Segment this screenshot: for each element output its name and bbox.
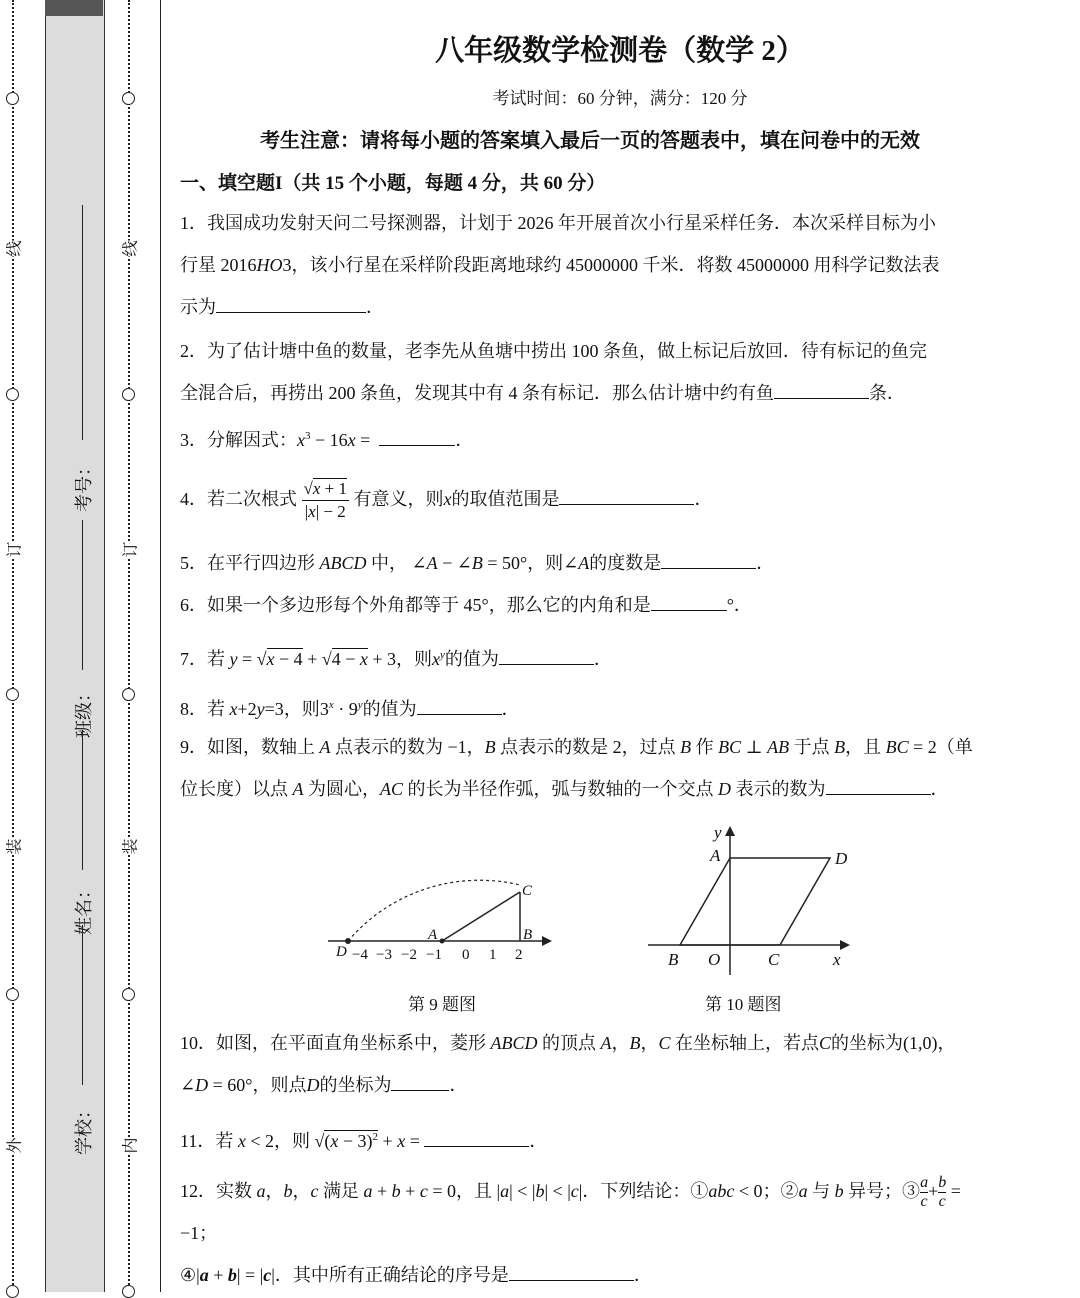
figure-10-caption: 第 10 题图 bbox=[705, 995, 782, 1014]
tick-label: −3 bbox=[376, 947, 392, 963]
q10-line2: ∠D = 60°，则点D的坐标为 ． bbox=[180, 1064, 990, 1106]
answer-blank[interactable] bbox=[774, 378, 869, 399]
name-field[interactable] bbox=[82, 730, 83, 870]
answer-blank[interactable] bbox=[826, 774, 931, 795]
answer-blank[interactable] bbox=[391, 1070, 449, 1091]
axis-label-x: x bbox=[833, 950, 841, 969]
point-label-c: C bbox=[522, 883, 533, 899]
question-1 bbox=[180, 202, 990, 328]
figure-10 bbox=[640, 820, 860, 980]
school-label: 学校： bbox=[74, 1101, 94, 1155]
page-title: 八年级数学检测卷（数学 2） bbox=[435, 35, 805, 67]
exam-info: 考试时间：60 分钟，满分：120 分 bbox=[492, 89, 748, 108]
fraction: $\frac{√x + 1}{|x| - 2}$ bbox=[303, 479, 347, 522]
question-5: 5．在平行四边形 ABCD 中， ∠A − ∠B = 50°，则∠A的度数是 ． bbox=[180, 542, 990, 584]
tick-label: −4 bbox=[352, 947, 368, 963]
question-9 bbox=[180, 726, 990, 810]
q9-line1: 9．如图，数轴上 A 点表示的数为 −1，B 点表示的数是 2，过点 B 作 BC ⊥ AB 于点 B，且 BC = 2（单 bbox=[180, 737, 973, 757]
answer-blank[interactable] bbox=[216, 292, 366, 313]
q12-line2: ④|a + b| = |c|．其中所有正确结论的序号是 ． bbox=[180, 1254, 990, 1296]
binding-hole bbox=[6, 688, 19, 701]
question-3: 3．分解因式：$x^3 - 16x$ = ． bbox=[180, 415, 990, 461]
point-label-d: D bbox=[336, 944, 347, 960]
q1-line3: 示为 ． bbox=[180, 286, 990, 328]
name-label: 姓名： bbox=[74, 881, 94, 935]
outer-label: 装 bbox=[1, 838, 26, 854]
outer-label: 订 bbox=[1, 541, 26, 557]
answer-blank[interactable] bbox=[651, 590, 727, 611]
exam-number-label: 考号： bbox=[74, 458, 94, 512]
binding-hole bbox=[122, 388, 135, 401]
q10-line1: 10．如图，在平面直角坐标系中，菱形 ABCD 的顶点 A，B，C 在坐标轴上，若点C的坐标为(1,0)， bbox=[180, 1033, 956, 1053]
y-axis-arrow bbox=[725, 826, 735, 836]
page-border bbox=[160, 0, 161, 1292]
point-label-o: O bbox=[708, 950, 721, 969]
tick-label: 2 bbox=[515, 947, 523, 963]
answer-blank[interactable] bbox=[424, 1126, 529, 1147]
question-11: 11．若 x < 2，则 $√(x - 3)^2 + x$ = ． bbox=[180, 1116, 990, 1162]
answer-blank[interactable] bbox=[559, 484, 694, 505]
q1-line1: 1．我国成功发射天问二号探测器，计划于 2026 年开展首次小行星采样任务．本次采样目标为小 bbox=[180, 213, 936, 233]
answer-blank[interactable] bbox=[499, 644, 594, 665]
segment-ac bbox=[442, 892, 520, 941]
tick-label: 1 bbox=[489, 947, 497, 963]
answer-blank[interactable] bbox=[379, 425, 455, 446]
figure-9-caption: 第 9 题图 bbox=[408, 995, 476, 1014]
question-4: 4．若二次根式 $\frac{√x + 1}{|x| - 2}$ 有意义，则x的取值范围是 ． bbox=[180, 479, 713, 522]
tick-label: −1 bbox=[426, 947, 442, 963]
outer-label: 线 bbox=[1, 240, 26, 256]
axis-label-y: y bbox=[714, 823, 722, 842]
answer-blank[interactable] bbox=[417, 694, 502, 715]
binding-hole bbox=[122, 92, 135, 105]
binding-hole bbox=[6, 388, 19, 401]
exam-number-field[interactable] bbox=[82, 205, 83, 440]
tick-label: 0 bbox=[462, 947, 470, 963]
section-heading: 一、填空题I（共 15 个小题，每题 4 分，共 60 分） bbox=[180, 173, 606, 194]
inner-label: 内 bbox=[117, 1137, 142, 1153]
binding-hole bbox=[6, 92, 19, 105]
figure-9 bbox=[320, 835, 560, 975]
question-6: 6．如果一个多边形每个外角都等于 45°，那么它的内角和是 °． bbox=[180, 584, 990, 626]
class-field[interactable] bbox=[82, 520, 83, 670]
q9-line2: 位长度）以点 A 为圆心，AC 的长为半径作弧，弧与数轴的一个交点 D 表示的数为 ． bbox=[180, 768, 990, 810]
binding-strip bbox=[45, 0, 105, 1292]
q12-line1: 12．实数 a，b，c 满足 a + b + c = 0，且 |a| < |b| < |c|．下列结论：①abc < 0；②a 与 b 异号；③ $\frac{a}{c}$ + $\frac{b}{c}$ = −1； bbox=[180, 1174, 961, 1243]
question-12 bbox=[180, 1170, 990, 1296]
point-a-dot bbox=[440, 939, 445, 944]
outer-label: 外 bbox=[1, 1137, 26, 1153]
inner-label: 装 bbox=[117, 838, 142, 854]
point-label-b: B bbox=[523, 927, 533, 943]
binding-hole bbox=[122, 688, 135, 701]
inner-label: 订 bbox=[117, 541, 142, 557]
x-axis-arrow bbox=[840, 940, 850, 950]
class-label: 班级： bbox=[74, 684, 94, 738]
point-label-a: A bbox=[428, 927, 438, 943]
point-label-b: B bbox=[668, 950, 679, 969]
question-2 bbox=[180, 330, 990, 414]
notice: 考生注意：请将每小题的答案填入最后一页的答题表中，填在问卷中的无效 bbox=[260, 130, 920, 152]
inner-label: 线 bbox=[117, 240, 142, 256]
point-label-a: A bbox=[710, 846, 721, 865]
question-8: 8．若 x+2y=3，则$3^x \cdot 9^y$的值为 ． bbox=[180, 684, 990, 730]
rhombus-abcd bbox=[680, 858, 830, 945]
axis-arrow bbox=[542, 936, 552, 946]
question-10 bbox=[180, 1022, 990, 1106]
point-label-c: C bbox=[768, 950, 780, 969]
answer-blank[interactable] bbox=[509, 1260, 634, 1281]
tick-label: −2 bbox=[401, 947, 417, 963]
inner-cut-line bbox=[128, 0, 130, 1292]
q2-line2: 全混合后，再捞出 200 条鱼，发现其中有 4 条有标记．那么估计塘中约有鱼 条． bbox=[180, 372, 990, 414]
q1-line2: 行星 2016HO3，该小行星在采样阶段距离地球约 45000000 千米．将数 45000000 用科学记数法表 bbox=[180, 255, 940, 275]
binding-hole bbox=[122, 988, 135, 1001]
point-label-d: D bbox=[835, 849, 848, 868]
binding-hole bbox=[6, 988, 19, 1001]
answer-blank[interactable] bbox=[661, 548, 756, 569]
binding-strip-top bbox=[45, 0, 103, 16]
question-7: 7．若 y = √x − 4 + √4 − x + 3，则$x^y$的值为 ． bbox=[180, 634, 990, 680]
school-field[interactable] bbox=[82, 925, 83, 1085]
outer-cut-line bbox=[12, 0, 14, 1292]
q2-line1: 2．为了估计塘中鱼的数量，老李先从鱼塘中捞出 100 条鱼，做上标记后放回．待有标记的鱼完 bbox=[180, 341, 927, 361]
